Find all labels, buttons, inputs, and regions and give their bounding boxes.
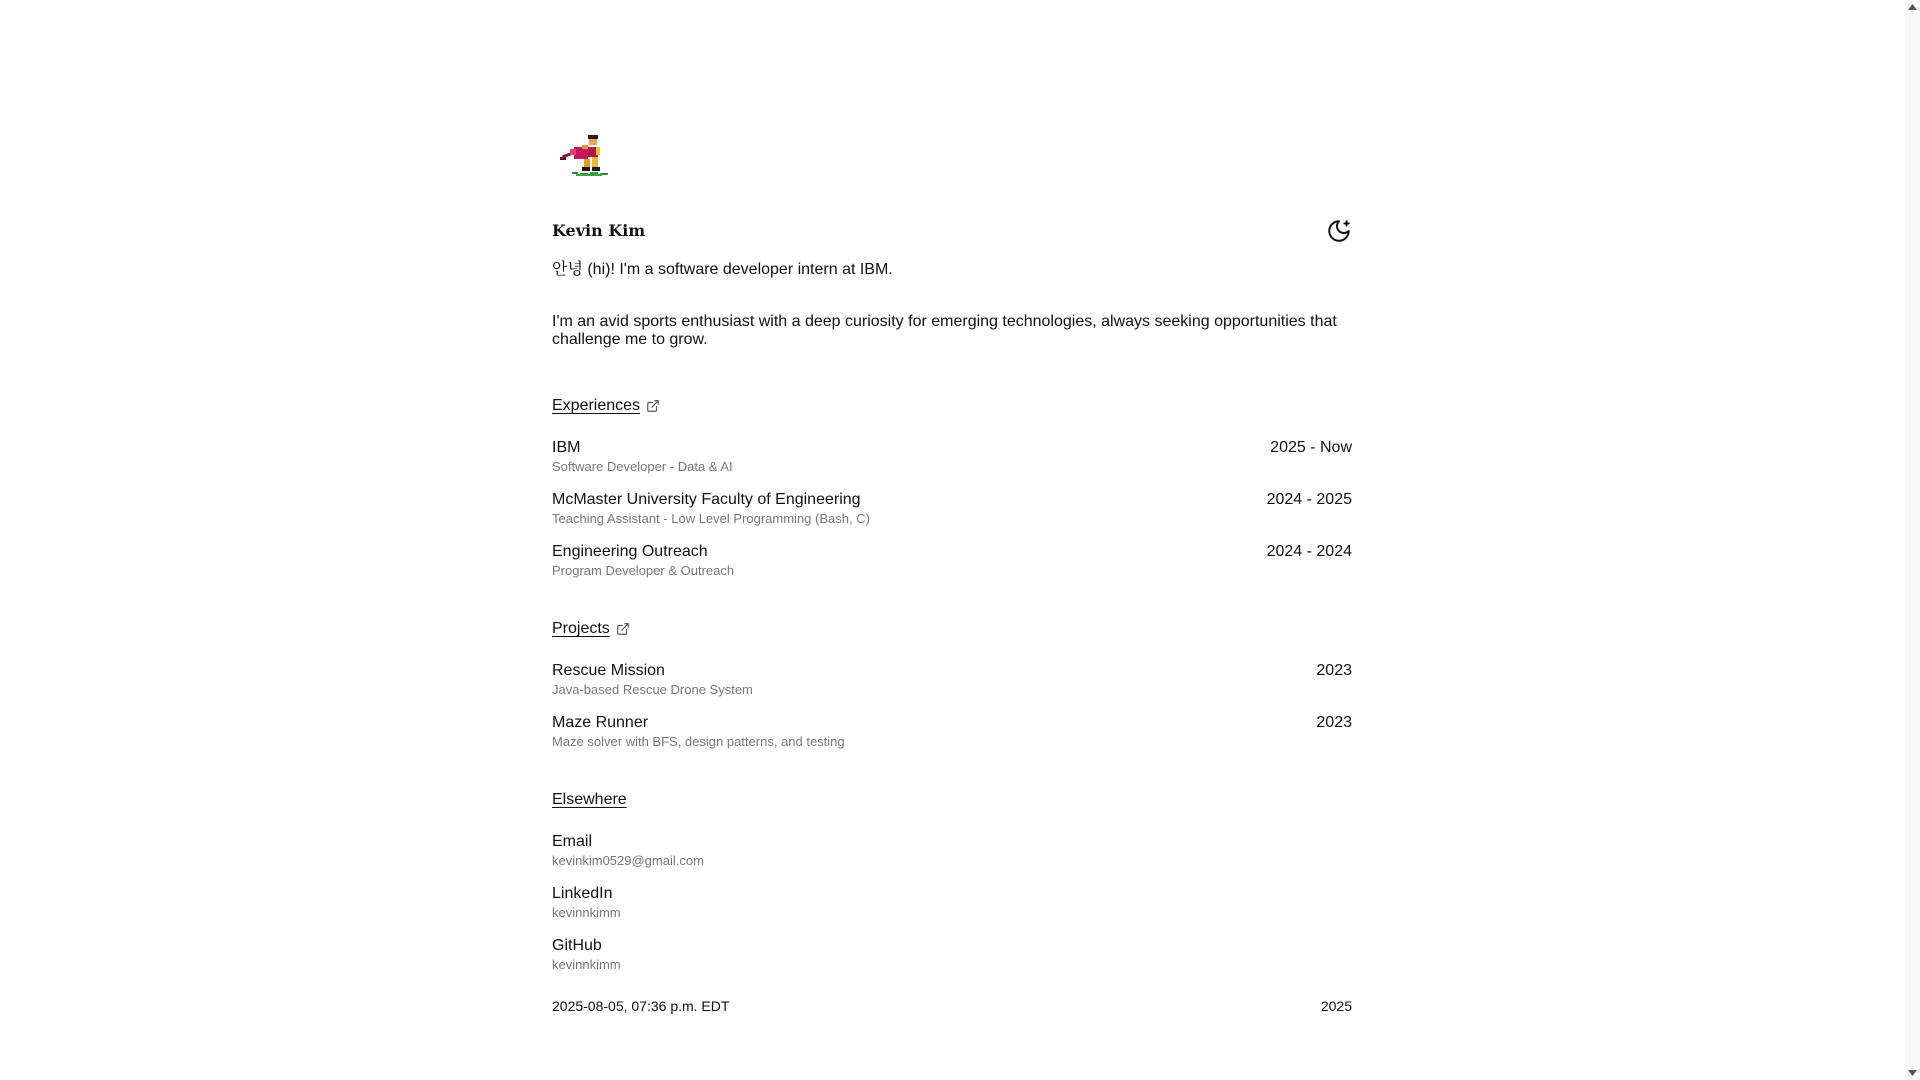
- project-date: 2023: [1316, 662, 1352, 679]
- elsewhere-heading[interactable]: [552, 791, 627, 809]
- list-item[interactable]: [552, 885, 1352, 925]
- elsewhere-heading-label[interactable]: Elsewhere: [552, 791, 627, 808]
- experiences-heading[interactable]: [552, 397, 660, 415]
- list-item[interactable]: [552, 662, 1352, 702]
- contact-title[interactable]: GitHub: [552, 937, 602, 954]
- experience-date: 2025 - Now: [1270, 439, 1352, 456]
- list-item: [552, 543, 1352, 583]
- experience-date: 2024 - 2025: [1266, 491, 1352, 508]
- experience-subtitle: Program Developer & Outreach: [552, 563, 735, 578]
- pixel-character-icon: [558, 131, 614, 179]
- project-title[interactable]: Maze Runner: [552, 714, 649, 731]
- contact-value: kevinnkimm: [552, 905, 621, 920]
- intro-bio: I'm an avid sports enthusiast with a deep curiosity for emerging technologies, always seeking opportunities that challenge me to grow.: [552, 313, 1337, 348]
- external-link-icon: [646, 399, 660, 413]
- experience-date: 2024 - 2024: [1266, 543, 1352, 560]
- external-link-icon: [616, 622, 630, 636]
- contact-value: kevinnkimm: [552, 957, 621, 972]
- experience-subtitle: Software Developer - Data & AI: [552, 459, 733, 474]
- list-item: [552, 491, 1352, 531]
- scrollbar[interactable]: [1905, 0, 1920, 1080]
- list-item[interactable]: [552, 714, 1352, 754]
- experience-title: IBM: [552, 439, 581, 456]
- project-title[interactable]: Rescue Mission: [552, 662, 665, 679]
- experience-subtitle: Teaching Assistant - Low Level Programming (Bash, C): [552, 511, 870, 526]
- moon-stars-icon[interactable]: [1326, 218, 1352, 244]
- list-item[interactable]: [552, 833, 1352, 873]
- scroll-up-arrow-icon[interactable]: [1908, 4, 1917, 10]
- experiences-heading-label[interactable]: Experiences: [552, 397, 641, 414]
- contact-title[interactable]: Email: [552, 833, 593, 850]
- scroll-down-arrow-icon[interactable]: [1908, 1070, 1917, 1076]
- projects-heading-label[interactable]: Projects: [552, 620, 610, 637]
- site-name[interactable]: Kevin Kim: [552, 221, 646, 240]
- project-date: 2023: [1316, 714, 1352, 731]
- project-subtitle: Maze solver with BFS, design patterns, and testing: [552, 734, 845, 749]
- projects-heading[interactable]: [552, 620, 630, 638]
- contact-title[interactable]: LinkedIn: [552, 885, 613, 902]
- header: [552, 218, 1352, 246]
- project-subtitle: Java-based Rescue Drone System: [552, 682, 753, 697]
- footer-year: 2025: [1320, 998, 1352, 1014]
- experience-title: Engineering Outreach: [552, 543, 708, 560]
- list-item[interactable]: [552, 937, 1352, 977]
- intro-greeting: 안녕 (hi)! I'm a software developer intern at IBM.: [552, 261, 893, 278]
- contact-value: kevinkim0529@gmail.com: [552, 853, 704, 868]
- list-item: [552, 439, 1352, 479]
- footer-timestamp: 2025-08-05, 07:36 p.m. EDT: [552, 998, 730, 1014]
- experience-title: McMaster University Faculty of Engineering: [552, 491, 861, 508]
